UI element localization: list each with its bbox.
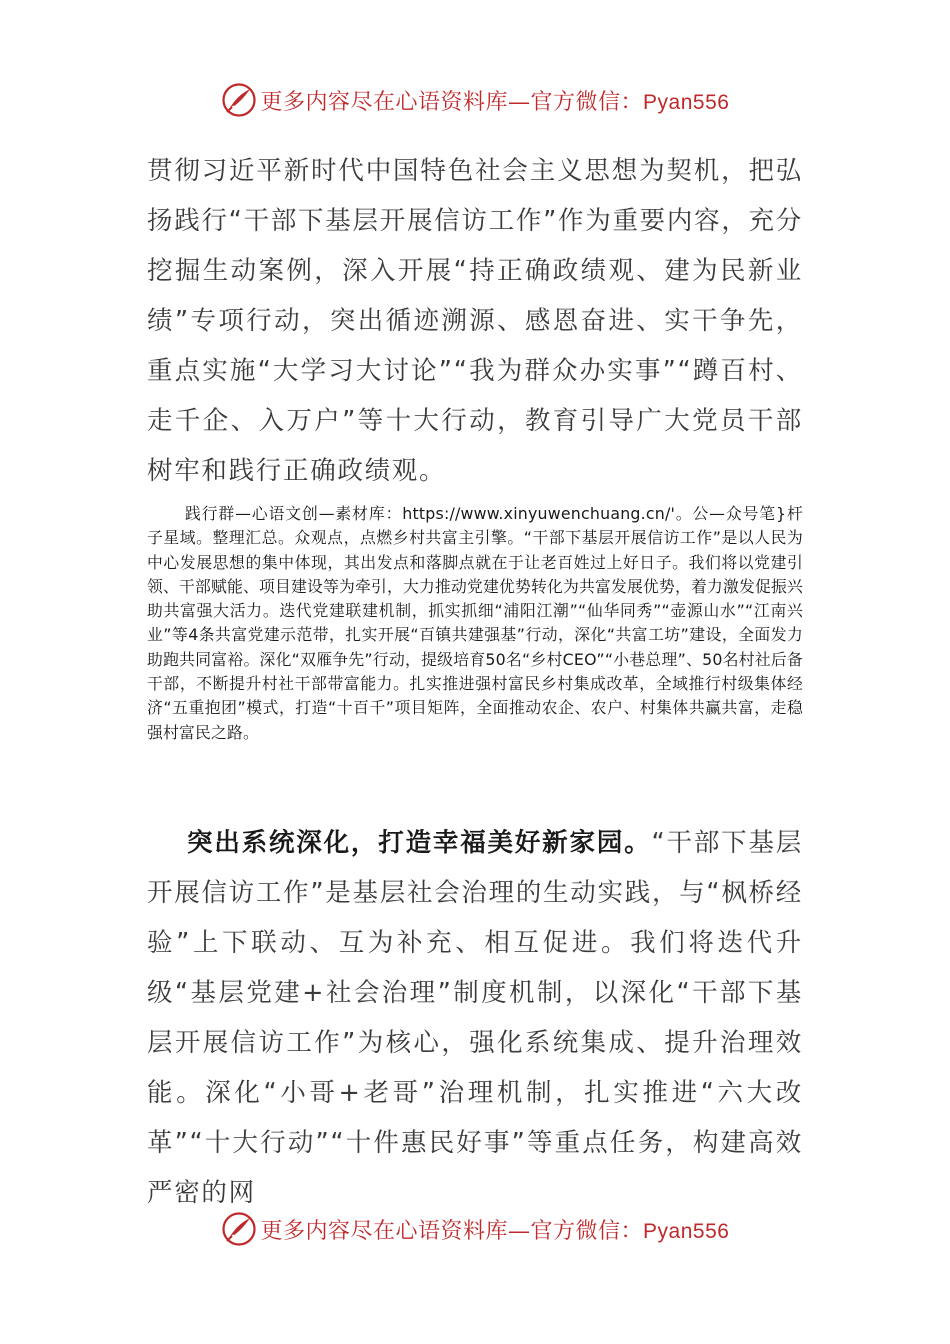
header-banner[interactable]	[0, 80, 950, 120]
banner-wechat-id: Pyan556	[643, 90, 730, 114]
banner-main-text: 更多内容尽在心语资料库—官方微信：	[260, 1218, 644, 1244]
body-paragraph-2: 践行群—心语文创—素材库：https://www.xinyuwenchuang.cn/'。公—众号笔}杆子星域。整理汇总。众观点，点燃乡村共富主引擎。“干部下基层开展信访工作”是以人民为中心发展思想的集中体现，其出发点和落脚点就在于让老百姓过上好日子。我们将以党建引领、干部赋能、项目建设等为牵引，大力推动党建优势转化为共富发展优势，着力激发促振兴助共富强大活力。迭代党建联建机制，抓实抓细“浦阳江潮”“仙华同秀”“壶源山水”“江南兴业”等4条共富党建示范带，扎实开展“百镇共建强基”行动，深化“共富工坊”建设，全面发力助跑共同富裕。深化“双雁争先”行动，提级培育50名“乡村CEO”“小巷总理”、50名村社后备干部，不断提升村社干部带富能力。扎实推进强村富民乡村集成改革，全域推行村级集体经济“五重抱团”模式，打造“十百千”项目矩阵，全面推动农企、农户、村集体共赢共富，走稳强村富民之路。	[147, 504, 803, 742]
quill-pen-logo-icon	[221, 1211, 257, 1247]
quill-pen-logo-icon	[221, 82, 257, 118]
paragraph-3-lead: 突出系统深化，打造幸福美好新家园。	[187, 828, 652, 858]
body-paragraph-1: 贯彻习近平新时代中国特色社会主义思想为契机，把弘扬践行“干部下基层开展信访工作”作为重要内容，充分挖掘生动案例，深入开展“持正确政绩观、建为民新业绩”专项行动，突出循迹溯源、感恩奋进、实干争先，重点实施“大学习大讨论”“我为群众办实事”“蹲百村、走千企、入万户”等十大行动，教育引导广大党员干部树牢和践行正确政绩观。	[147, 156, 803, 486]
banner-wechat-id: Pyan556	[643, 1219, 730, 1243]
banner-main-text: 更多内容尽在心语资料库—官方微信：	[260, 89, 644, 115]
banner-text	[261, 1214, 730, 1245]
banner-text	[261, 85, 730, 116]
footer-banner[interactable]	[0, 1209, 950, 1249]
paragraph-3-body: “干部下基层开展信访工作”是基层社会治理的生动实践，与“枫桥经验”上下联动、互为补充、相互促进。我们将迭代升级“基层党建+社会治理”制度机制，以深化“干部下基层开展信访工作”为核心，强化系统集成、提升治理效能。深化“小哥+老哥”治理机制，扎实推进“六大改革”“十大行动”“十件惠民好事”等重点任务，构建高效严密的网	[147, 828, 803, 1208]
body-paragraph-3	[147, 818, 803, 1218]
